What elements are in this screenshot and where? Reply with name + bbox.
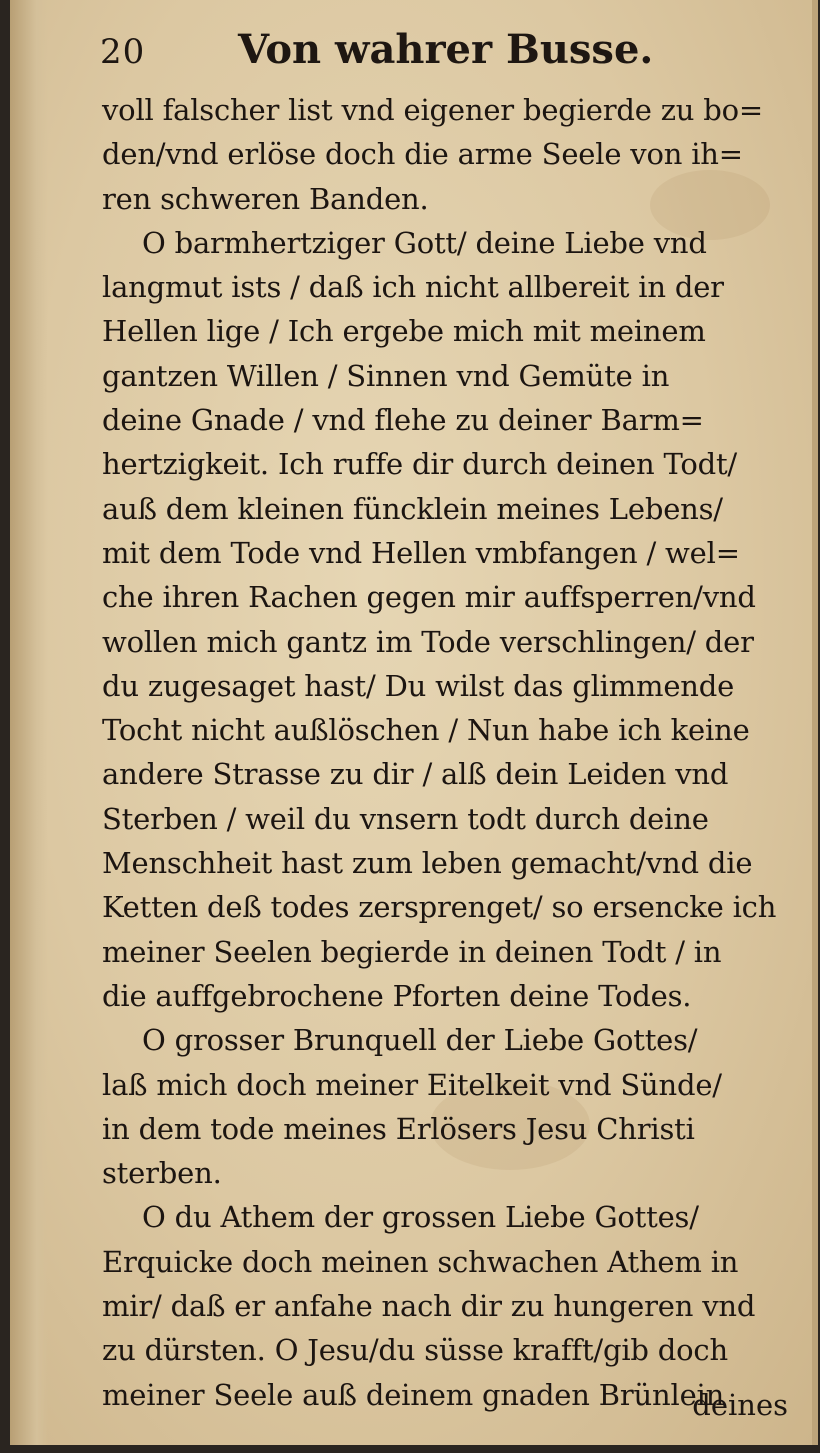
text-line: meiner Seele auß deinem gnaden Brünlein <box>102 1377 725 1412</box>
text-line: mit dem Tode vnd Hellen vmbfangen / wel= <box>102 535 740 570</box>
text-line: che ihren Rachen gegen mir auffsperren/vnd <box>102 580 756 615</box>
text-line: laß mich doch meiner Eitelkeit vnd Sünde/ <box>102 1067 722 1102</box>
running-title: Von wahrer Busse. <box>238 26 654 73</box>
text-line: langmut ists / daß ich nicht allbereit in der <box>102 270 724 305</box>
catchword: deines <box>692 1388 788 1422</box>
text-line: den/vnd erlöse doch die arme Seele von ih= <box>102 137 743 172</box>
book-page <box>10 0 818 1445</box>
text-line: meiner Seelen begierde in deinen Todt / in <box>102 934 722 969</box>
text-line: ren schweren Banden. <box>102 181 429 216</box>
page-gutter-shadow <box>10 0 48 1445</box>
text-line: Menschheit hast zum leben gemacht/vnd die <box>102 846 753 881</box>
text-line: in dem tode meines Erlösers Jesu Christi <box>102 1111 695 1146</box>
text-line: O du Athem der grossen Liebe Gottes/ <box>142 1200 699 1235</box>
text-line: wollen mich gantz im Tode verschlingen/ der <box>102 624 754 659</box>
text-line: Ketten deß todes zersprenget/ so ersencke ich <box>102 890 777 925</box>
text-line: auß dem kleinen füncklein meines Lebens/ <box>102 491 723 526</box>
text-line: zu dürsten. O Jesu/du süsse krafft/gib doch <box>102 1333 728 1368</box>
page-number: 20 <box>100 32 146 72</box>
text-line: andere Strasse zu dir / alß dein Leiden vnd <box>102 757 729 792</box>
text-line: Tocht nicht außlöschen / Nun habe ich keine <box>102 713 750 748</box>
text-line: mir/ daß er anfahe nach dir zu hungeren vnd <box>102 1289 756 1324</box>
text-line: Hellen lige / Ich ergebe mich mit meinem <box>102 314 706 349</box>
text-line: deine Gnade / vnd flehe zu deiner Barm= <box>102 403 704 438</box>
text-line: gantzen Willen / Sinnen vnd Gemüte in <box>102 358 670 393</box>
text-line: voll falscher list vnd eigener begierde zu bo= <box>102 93 764 127</box>
text-line: du zugesaget hast/ Du wilst das glimmende <box>102 668 735 703</box>
text-line: O grosser Brunquell der Liebe Gottes/ <box>142 1023 698 1058</box>
body-text <box>102 88 820 1417</box>
page-header <box>100 26 720 78</box>
text-line: hertzigkeit. Ich ruffe dir durch deinen Todt/ <box>102 447 737 482</box>
text-line: Erquicke doch meinen schwachen Athem in <box>102 1244 739 1279</box>
text-line: die auffgebrochene Pforten deine Todes. <box>102 978 692 1013</box>
text-line: sterben. <box>102 1156 222 1191</box>
text-line: O barmhertziger Gott/ deine Liebe vnd <box>142 225 707 260</box>
text-line: Sterben / weil du vnsern todt durch deine <box>102 801 709 836</box>
